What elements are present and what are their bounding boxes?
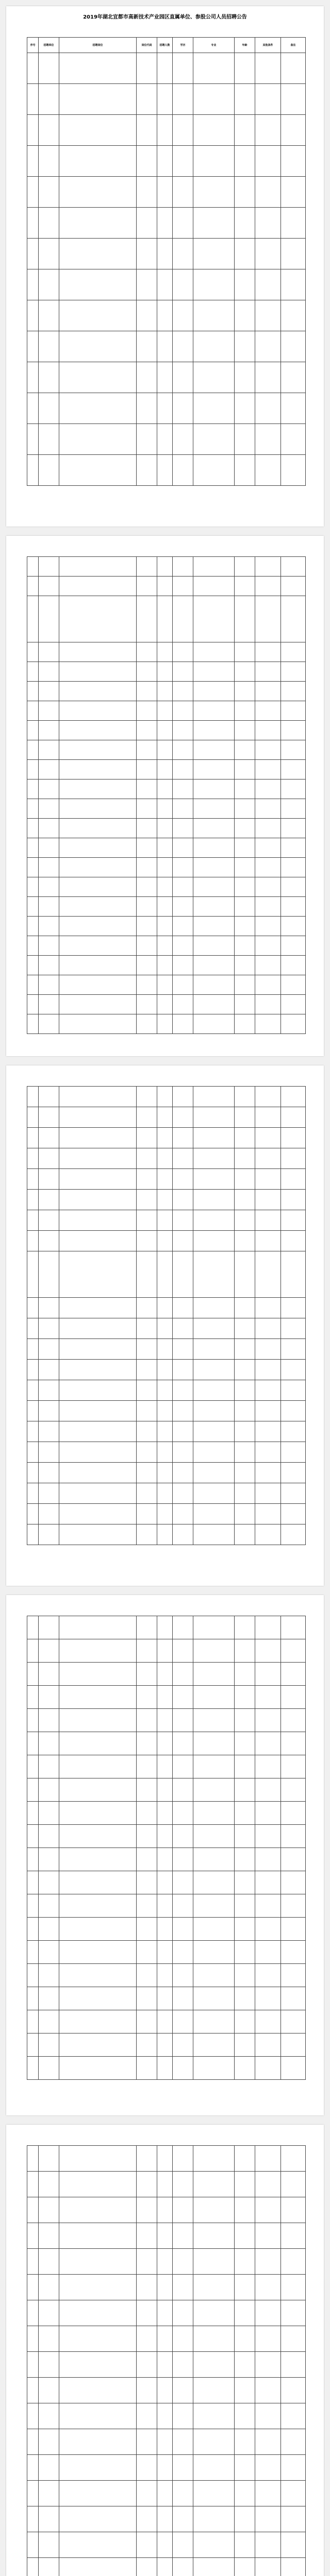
- page-2: [6, 536, 324, 1056]
- table-header: 序号: [27, 38, 39, 53]
- table-body: [27, 557, 306, 1034]
- register-table: [27, 2145, 306, 2576]
- register-table: [27, 556, 306, 1034]
- table-body: [27, 2146, 306, 2576]
- table-header: 岗位代码: [137, 38, 157, 53]
- table-body: [27, 1616, 306, 2080]
- table-body: [27, 53, 306, 486]
- table-body: [27, 1087, 306, 1545]
- table-header: 年龄: [235, 38, 255, 53]
- page-3: [6, 1065, 324, 1586]
- table-header: 专业: [193, 38, 235, 53]
- table-header: 备注: [281, 38, 306, 53]
- page-1: [6, 6, 324, 527]
- document-title: 2019年湖北宜都市高新技术产业园区直属单位、参股公司人员招聘公告: [83, 14, 247, 20]
- table-header: 学历: [173, 38, 193, 53]
- page-4: [6, 1595, 324, 2115]
- table-header: 招聘岗位: [59, 38, 137, 53]
- register-table: [27, 37, 306, 486]
- table-header: 招聘单位: [39, 38, 59, 53]
- table-header: 其他条件: [255, 38, 281, 53]
- register-table: [27, 1086, 306, 1545]
- page-5: [6, 2125, 324, 2576]
- register-table: [27, 1616, 306, 2080]
- table-header: 招聘人数: [157, 38, 173, 53]
